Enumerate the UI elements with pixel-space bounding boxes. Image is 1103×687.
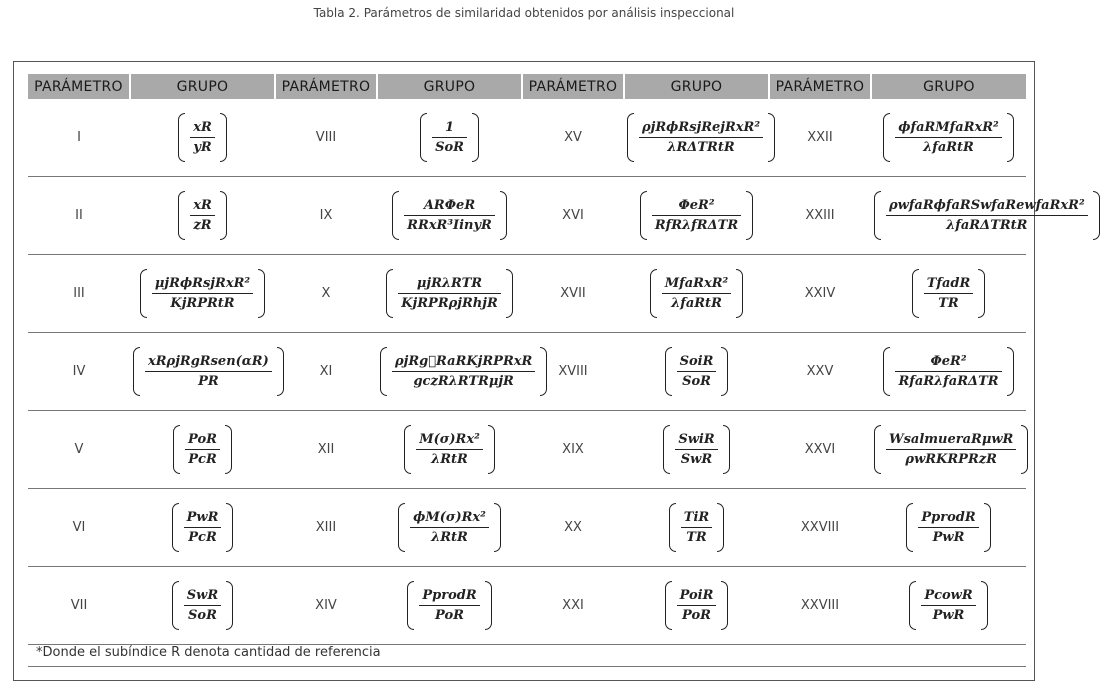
left-parenthesis: [133, 347, 140, 396]
denominator: zR: [193, 218, 212, 233]
right-parenthesis: [506, 269, 513, 318]
right-parenthesis: [1093, 191, 1100, 240]
header-grupo: GRUPO: [871, 74, 1026, 99]
parameter-label: XVII: [522, 255, 624, 333]
group-cell: [377, 99, 522, 177]
group-formula: [175, 191, 230, 240]
numerator: ΦeR²: [652, 196, 741, 216]
numerator: M(σ)Rx²: [416, 430, 483, 450]
header-parametro: PARÁMETRO: [275, 74, 377, 99]
right-parenthesis: [220, 191, 227, 240]
group-cell: [624, 177, 769, 255]
fraction: [184, 586, 221, 625]
numerator: SwiR: [675, 430, 717, 450]
right-parenthesis: [488, 425, 495, 474]
numerator: SwR: [184, 586, 221, 606]
fraction: [895, 352, 1001, 391]
right-parenthesis: [723, 425, 730, 474]
left-parenthesis: [398, 503, 405, 552]
left-parenthesis: [874, 425, 881, 474]
fraction: [918, 508, 978, 547]
fraction: [152, 274, 253, 313]
denominator: SoR: [682, 374, 711, 389]
left-parenthesis: [173, 425, 180, 474]
left-parenthesis: [663, 425, 670, 474]
left-parenthesis: [669, 503, 676, 552]
right-parenthesis: [984, 503, 991, 552]
group-cell: [624, 99, 769, 177]
denominator: λfaRtR: [923, 140, 974, 155]
group-cell: [871, 567, 1026, 645]
header-parametro: PARÁMETRO: [769, 74, 871, 99]
numerator: PcowR: [921, 586, 975, 606]
right-parenthesis: [978, 269, 985, 318]
table-row: [28, 99, 1026, 177]
group-cell: [377, 177, 522, 255]
right-parenthesis: [258, 269, 265, 318]
fraction: [398, 274, 501, 313]
group-formula: [871, 191, 1103, 240]
fraction: [681, 508, 712, 547]
denominator: PwR: [932, 530, 965, 545]
group-formula: [377, 347, 550, 396]
footnote-divider: [28, 666, 1026, 667]
table-row: [28, 255, 1026, 333]
numerator: xR: [190, 118, 215, 138]
group-cell: [130, 411, 275, 489]
parameter-label: XXI: [522, 567, 624, 645]
numerator: PoiR: [677, 586, 717, 606]
group-formula: [417, 113, 482, 162]
group-formula: [637, 191, 756, 240]
group-formula: [170, 425, 235, 474]
right-parenthesis: [721, 347, 728, 396]
right-parenthesis: [717, 503, 724, 552]
table-row: [28, 177, 1026, 255]
denominator: λfaRΔTRtR: [946, 218, 1028, 233]
numerator: xRρjRgRsen(αR): [145, 352, 272, 372]
table-row: [28, 489, 1026, 567]
parameter-label: XV: [522, 99, 624, 177]
fraction: [190, 118, 215, 157]
group-formula: [906, 581, 990, 630]
numerator: WsalmueraRμwR: [886, 430, 1016, 450]
denominator: PcR: [188, 452, 217, 467]
group-formula: [624, 113, 778, 162]
fraction: [662, 274, 731, 313]
footnote: *Donde el subíndice R denota cantidad de referencia: [36, 645, 381, 660]
left-parenthesis: [883, 113, 890, 162]
denominator: λfaRtR: [671, 296, 722, 311]
group-cell: [624, 333, 769, 411]
fraction: [410, 508, 489, 547]
parameter-label: XXVIII: [769, 567, 871, 645]
denominator: TR: [686, 530, 707, 545]
numerator: xR: [190, 196, 215, 216]
left-parenthesis: [874, 191, 881, 240]
fraction: [639, 118, 763, 157]
group-cell: [130, 255, 275, 333]
denominator: λRtR: [431, 452, 468, 467]
right-parenthesis: [981, 581, 988, 630]
left-parenthesis: [420, 113, 427, 162]
parameter-label: XIX: [522, 411, 624, 489]
group-cell: [130, 177, 275, 255]
header-parametro: PARÁMETRO: [28, 74, 130, 99]
parameter-label: XX: [522, 489, 624, 567]
fraction: [895, 118, 1002, 157]
fraction: [145, 352, 272, 391]
numerator: TfadR: [924, 274, 974, 294]
parameter-label: XI: [275, 333, 377, 411]
group-formula: [662, 347, 732, 396]
denominator: yR: [193, 140, 212, 155]
numerator: TiR: [681, 508, 712, 528]
fraction: [190, 196, 215, 235]
denominator: TR: [938, 296, 959, 311]
left-parenthesis: [640, 191, 647, 240]
denominator: SoR: [188, 608, 217, 623]
right-parenthesis: [540, 347, 547, 396]
group-formula: [662, 581, 732, 630]
right-parenthesis: [494, 503, 501, 552]
group-cell: [130, 489, 275, 567]
group-formula: [401, 425, 498, 474]
group-cell: [624, 567, 769, 645]
group-cell: [871, 333, 1026, 411]
fraction: [392, 352, 535, 391]
numerator: ΦeR²: [895, 352, 1001, 372]
numerator: PprodR: [419, 586, 479, 606]
parameter-label: VIII: [275, 99, 377, 177]
denominator: KjRPRρjRhjR: [401, 296, 498, 311]
denominator: PwR: [932, 608, 965, 623]
left-parenthesis: [665, 581, 672, 630]
parameter-label: XXIV: [769, 255, 871, 333]
numerator: ϕfaRMfaRxR²: [895, 118, 1002, 138]
group-cell: [624, 255, 769, 333]
table-header-row: [28, 74, 1026, 99]
parameter-label: XIII: [275, 489, 377, 567]
left-parenthesis: [392, 191, 399, 240]
right-parenthesis: [226, 503, 233, 552]
fraction: [652, 196, 741, 235]
fraction: [416, 430, 483, 469]
left-parenthesis: [650, 269, 657, 318]
fraction: [419, 586, 479, 625]
parameter-label: XVIII: [522, 333, 624, 411]
numerator: ρjRg⃗RaRKjRPRxR: [392, 352, 535, 372]
denominator: SoR: [435, 140, 464, 155]
right-parenthesis: [225, 425, 232, 474]
parameter-label: XXVI: [769, 411, 871, 489]
table-row: [28, 411, 1026, 489]
group-formula: [880, 347, 1016, 396]
numerator: ρwfaRϕfaRSwfaRewfaRxR²: [886, 196, 1088, 216]
group-formula: [383, 269, 516, 318]
numerator: PprodR: [918, 508, 978, 528]
numerator: ϕM(σ)Rx²: [410, 508, 489, 528]
left-parenthesis: [172, 581, 179, 630]
numerator: μjRϕRsjRxR²: [152, 274, 253, 294]
left-parenthesis: [178, 113, 185, 162]
right-parenthesis: [1021, 425, 1028, 474]
parameter-label: X: [275, 255, 377, 333]
group-cell: [130, 567, 275, 645]
header-grupo: GRUPO: [624, 74, 769, 99]
group-formula: [660, 425, 732, 474]
fraction: [886, 196, 1088, 235]
numerator: ARΦeR: [404, 196, 495, 216]
group-cell: [130, 333, 275, 411]
group-formula: [666, 503, 727, 552]
group-cell: [624, 489, 769, 567]
table-caption: Tabla 2. Parámetros de similaridad obtenidos por análisis inspeccional: [313, 6, 735, 20]
parameter-label: III: [28, 255, 130, 333]
fraction: [677, 586, 717, 625]
group-cell: [871, 255, 1026, 333]
group-cell: [871, 411, 1026, 489]
parameter-label: II: [28, 177, 130, 255]
fraction: [404, 196, 495, 235]
fraction: [675, 430, 717, 469]
parameter-label: IV: [28, 333, 130, 411]
right-parenthesis: [472, 113, 479, 162]
header-parametro: PARÁMETRO: [522, 74, 624, 99]
numerator: μjRλRTR: [398, 274, 501, 294]
group-formula: [871, 425, 1031, 474]
group-cell: [377, 255, 522, 333]
denominator: SwR: [680, 452, 713, 467]
group-cell: [377, 567, 522, 645]
left-parenthesis: [404, 425, 411, 474]
group-cell: [377, 411, 522, 489]
group-cell: [377, 489, 522, 567]
fraction: [184, 508, 222, 547]
right-parenthesis: [721, 581, 728, 630]
denominator: ρwRKRPRzR: [905, 452, 997, 467]
left-parenthesis: [172, 503, 179, 552]
group-formula: [137, 269, 268, 318]
group-formula: [169, 503, 237, 552]
numerator: 1: [432, 118, 467, 138]
header-grupo: GRUPO: [377, 74, 522, 99]
right-parenthesis: [1007, 113, 1014, 162]
numerator: SoiR: [677, 352, 717, 372]
fraction: [921, 586, 975, 625]
parameter-label: XIV: [275, 567, 377, 645]
group-cell: [624, 411, 769, 489]
left-parenthesis: [912, 269, 919, 318]
right-parenthesis: [220, 113, 227, 162]
left-parenthesis: [407, 581, 414, 630]
right-parenthesis: [736, 269, 743, 318]
denominator: λRΔTRtR: [667, 140, 735, 155]
right-parenthesis: [768, 113, 775, 162]
group-formula: [389, 191, 510, 240]
left-parenthesis: [178, 191, 185, 240]
denominator: RRxR³IinyR: [407, 218, 492, 233]
table-body: [28, 99, 1085, 645]
group-formula: [647, 269, 746, 318]
left-parenthesis: [386, 269, 393, 318]
denominator: KjRPRtR: [170, 296, 235, 311]
left-parenthesis: [883, 347, 890, 396]
fraction: [677, 352, 717, 391]
parameter-label: I: [28, 99, 130, 177]
right-parenthesis: [277, 347, 284, 396]
left-parenthesis: [909, 581, 916, 630]
left-parenthesis: [140, 269, 147, 318]
fraction: [185, 430, 220, 469]
denominator: gczRλRTRμjR: [413, 374, 514, 389]
group-formula: [909, 269, 989, 318]
group-cell: [871, 489, 1026, 567]
parameters-table: [28, 74, 1085, 645]
fraction: [924, 274, 974, 313]
left-parenthesis: [380, 347, 387, 396]
fraction: [886, 430, 1016, 469]
right-parenthesis: [1007, 347, 1014, 396]
left-parenthesis: [665, 347, 672, 396]
fraction: [432, 118, 467, 157]
group-cell: [377, 333, 533, 411]
numerator: MfaRxR²: [662, 274, 731, 294]
denominator: PcR: [188, 530, 217, 545]
parameter-label: VII: [28, 567, 130, 645]
numerator: ρjRϕRsjRejRxR²: [639, 118, 763, 138]
parameter-label: XXII: [769, 99, 871, 177]
denominator: RfaRλfaRΔTR: [898, 374, 999, 389]
denominator: PoR: [435, 608, 464, 623]
right-parenthesis: [485, 581, 492, 630]
parameter-label: V: [28, 411, 130, 489]
parameter-label: XVI: [522, 177, 624, 255]
left-parenthesis: [906, 503, 913, 552]
group-cell: [871, 99, 1026, 177]
table-row: [28, 333, 1026, 411]
denominator: PoR: [682, 608, 711, 623]
group-formula: [404, 581, 494, 630]
left-parenthesis: [627, 113, 634, 162]
group-formula: [395, 503, 504, 552]
right-parenthesis: [226, 581, 233, 630]
group-formula: [175, 113, 230, 162]
numerator: PwR: [184, 508, 222, 528]
denominator: λRtR: [431, 530, 468, 545]
group-formula: [903, 503, 993, 552]
parameter-label: XXIII: [769, 177, 871, 255]
parameter-label: IX: [275, 177, 377, 255]
group-formula: [880, 113, 1017, 162]
table-row: [28, 567, 1026, 645]
parameter-label: XXVIII: [769, 489, 871, 567]
right-parenthesis: [746, 191, 753, 240]
parameter-label: VI: [28, 489, 130, 567]
group-cell: [871, 177, 1085, 255]
right-parenthesis: [500, 191, 507, 240]
group-cell: [130, 99, 275, 177]
group-formula: [130, 347, 287, 396]
group-formula: [169, 581, 236, 630]
parameter-label: XII: [275, 411, 377, 489]
numerator: PoR: [185, 430, 220, 450]
parameter-label: XXV: [769, 333, 871, 411]
denominator: PR: [198, 374, 219, 389]
header-grupo: GRUPO: [130, 74, 275, 99]
denominator: RfRλfRΔTR: [654, 218, 739, 233]
